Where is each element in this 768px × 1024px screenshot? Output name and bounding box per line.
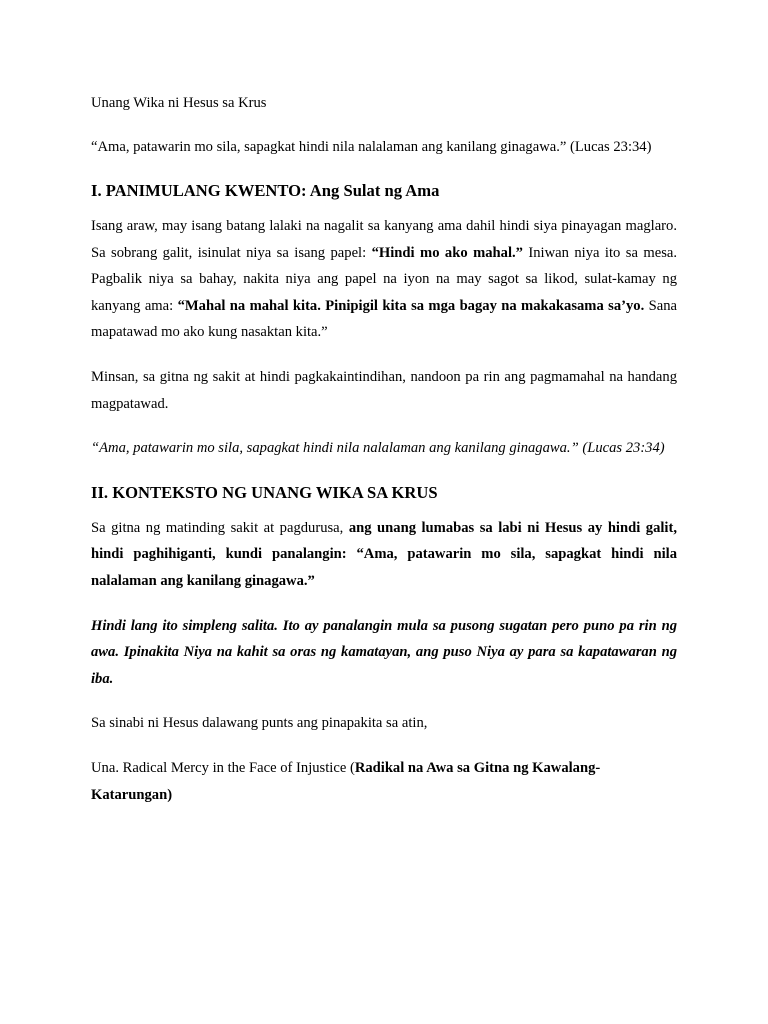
first-point-text: Una. Radical Mercy in the Face of Injustice (	[91, 759, 355, 776]
first-point-bold: Radikal na Awa sa Gitna ng Kawalang-Katarungan)	[91, 759, 601, 803]
document-body	[91, 90, 677, 808]
story-quote-child: “Hindi mo ako mahal.”	[371, 244, 523, 261]
first-point	[91, 755, 677, 808]
context-paragraph	[91, 515, 677, 595]
document-title: Unang Wika ni Hesus sa Krus	[91, 95, 267, 111]
story-text-1: Isang araw, may isang batang lalaki na nagalit sa kanyang ama dahil hindi siya pinayagan maglaro. Sa sobrang galit, isinulat niya sa isang papel:	[91, 218, 677, 261]
opening-quote: “Ama, patawarin mo sila, sapagkat hindi nila nalalaman ang kanilang ginagawa.” (Lucas 23:34)	[91, 139, 652, 155]
section-2-heading: II. KONTEKSTO NG UNANG WIKA SA KRUS	[91, 482, 438, 502]
story-paragraph	[91, 213, 677, 346]
story-text-2: Iniwan niya ito sa mesa. Pagbalik niya sa bahay, nakita niya ang papel na iyon na may sagot sa likod, sulat-kamay ng kanyang ama:	[91, 244, 677, 314]
story-quote-father: “Mahal na mahal kita. Pinipigil kita sa mga bagay na makakasama sa’yo.	[177, 297, 645, 314]
context-text-1: Sa gitna ng matinding sakit at pagdurusa,	[91, 519, 349, 536]
emphasis-paragraph: Hindi lang ito simpleng salita. Ito ay panalangin mula sa pusong sugatan pero puno pa rin ng awa. Ipinakita Niya na kahit sa oras ng kamatayan, ang puso Niya ay para sa kapatawaran ng iba.	[91, 617, 677, 687]
scripture-quote: “Ama, patawarin mo sila, sapagkat hindi nila nalalaman ang kanilang ginagawa.” (Lucas 23:34)	[91, 440, 665, 457]
context-text-bold: ang unang lumabas sa labi ni Hesus ay hindi galit, hindi paghihiganti, kundi panalangin: “Ama, patawarin mo sila, sapagkat hindi nila nalalaman ang kanilang ginagawa.”	[91, 519, 677, 589]
reflection-paragraph: Minsan, sa gitna ng sakit at hindi pagkakaintindihan, nandoon pa rin ang pagmamahal na handang magpatawad.	[91, 368, 677, 412]
section-1-heading: I. PANIMULANG KWENTO: Ang Sulat ng Ama	[91, 181, 440, 200]
story-text-3: Sana mapatawad mo ako kung nasaktan kita.”	[91, 297, 677, 341]
points-intro: Sa sinabi ni Hesus dalawang punts ang pinapakita sa atin,	[91, 715, 428, 732]
